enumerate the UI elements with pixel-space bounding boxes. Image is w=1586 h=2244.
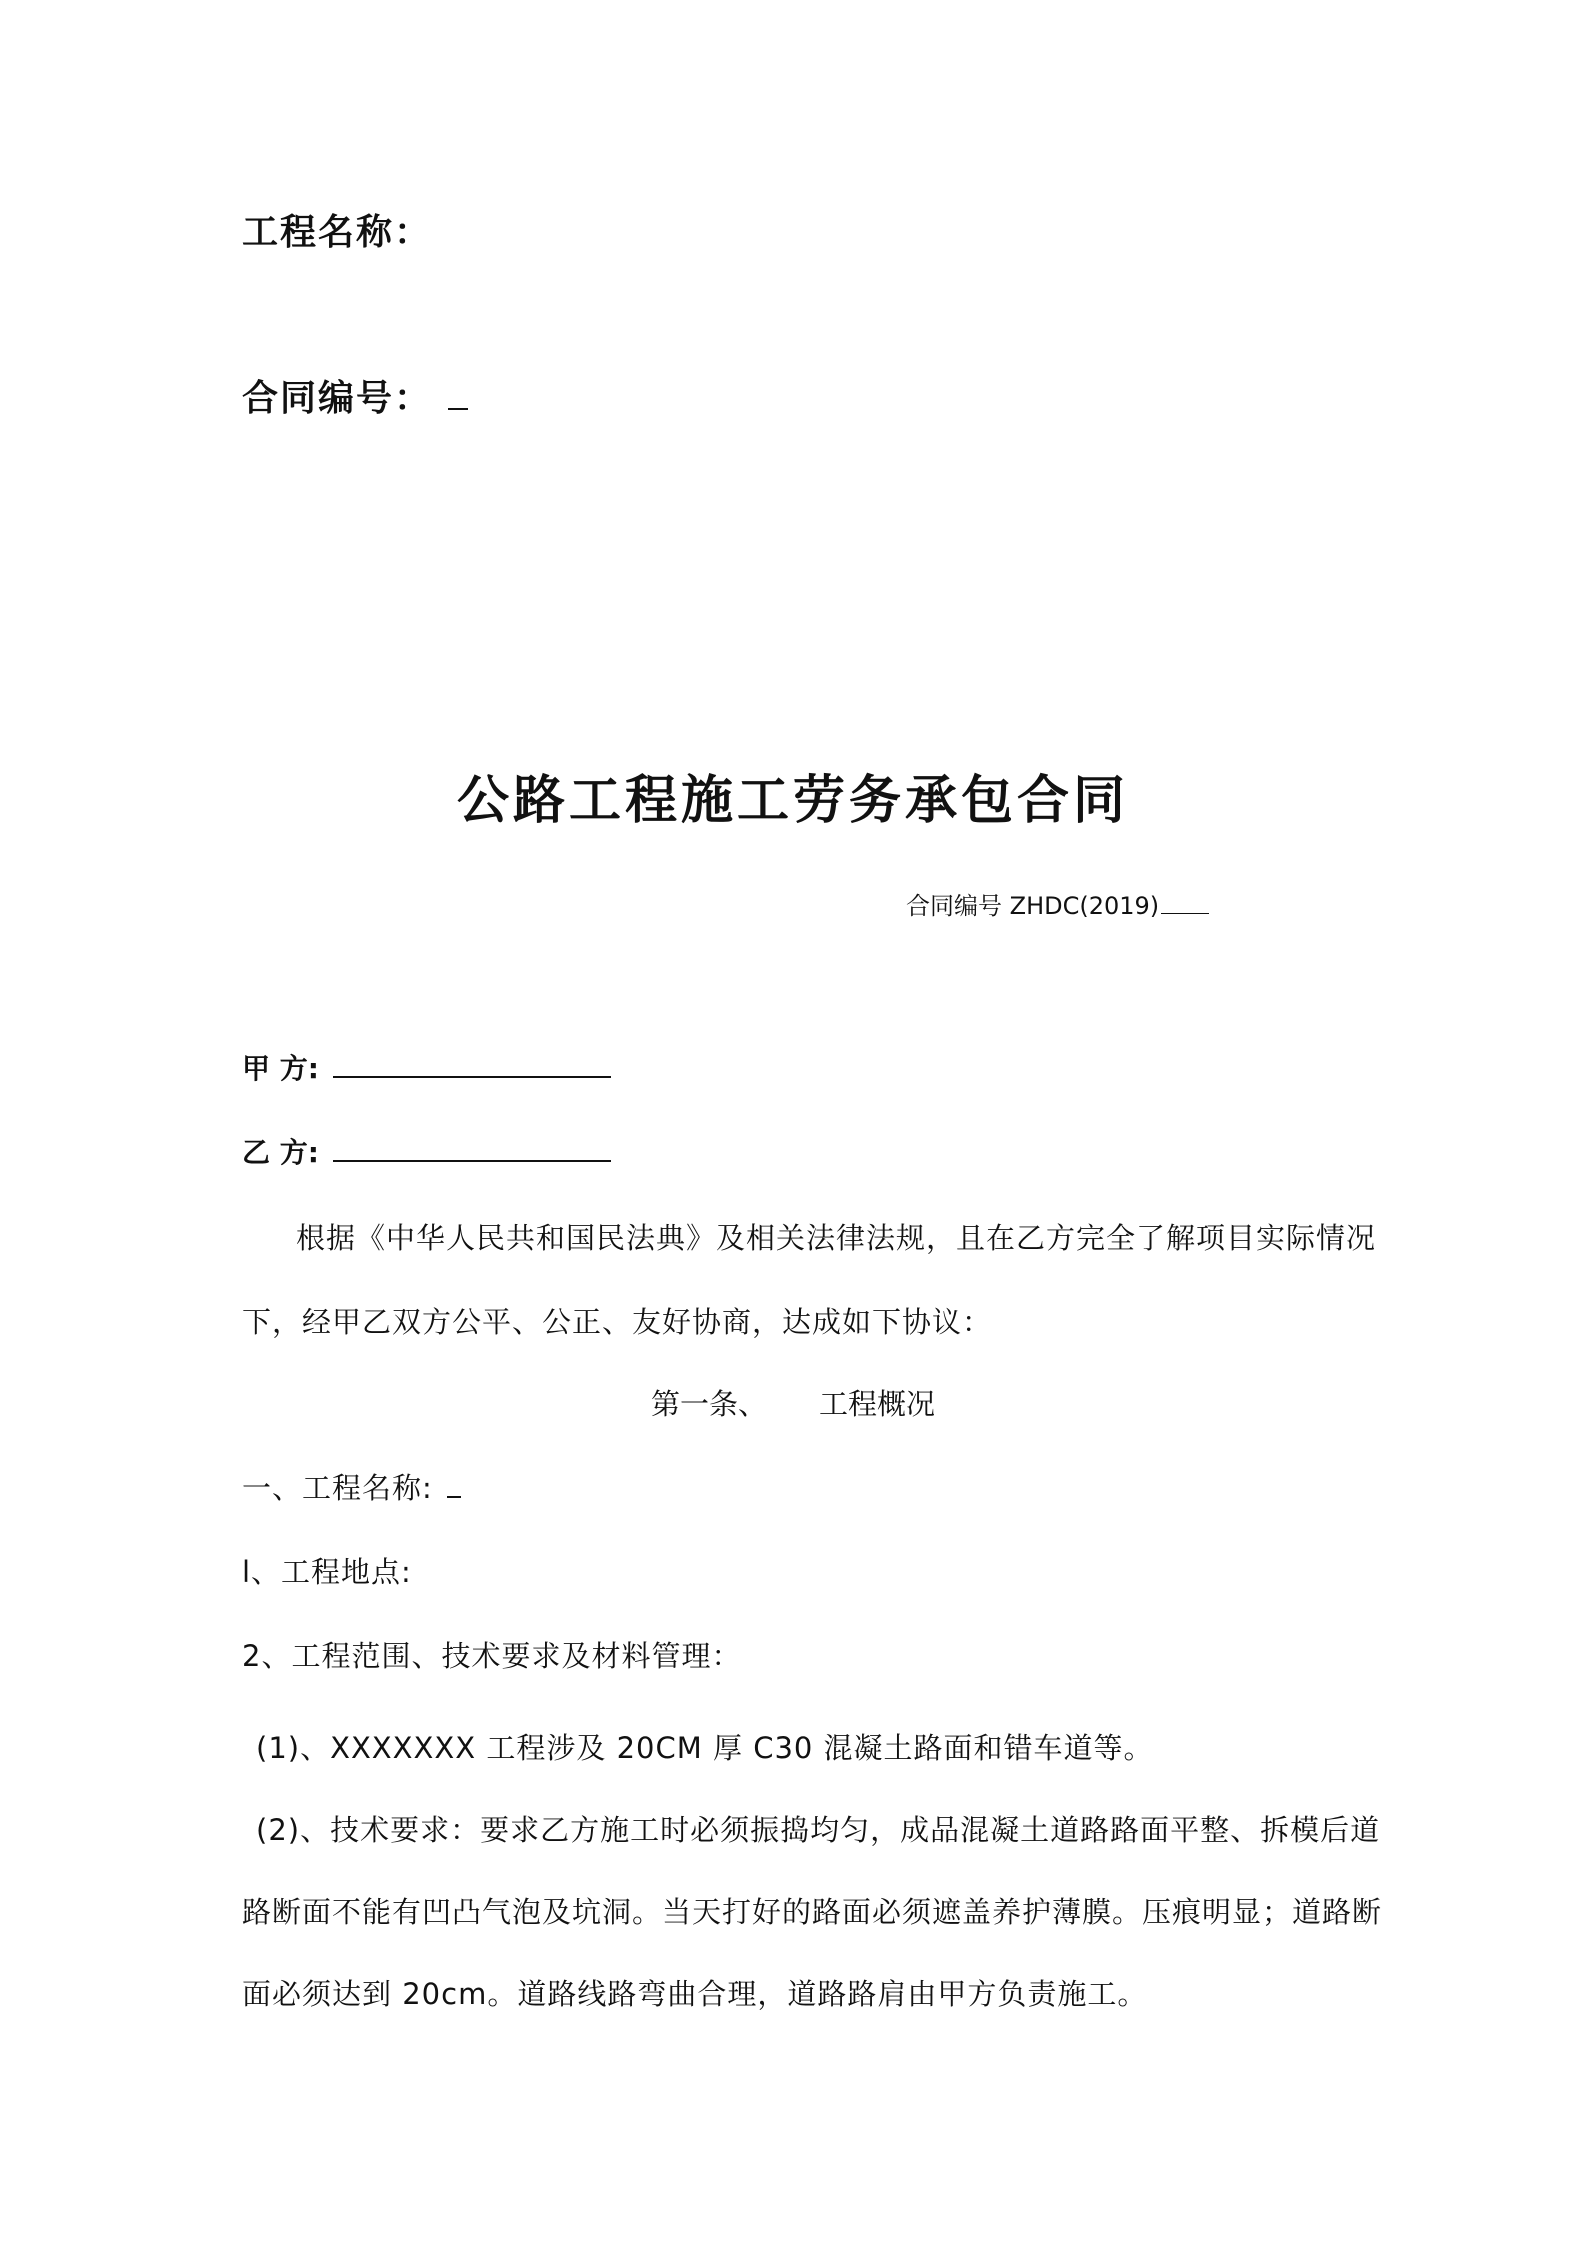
article-1-number: 第一条、	[650, 1387, 767, 1421]
item-project-location: l、工程地点:	[242, 1555, 412, 1589]
cover-contract-no	[242, 370, 468, 421]
party-b-line	[333, 1130, 611, 1162]
party-b-label: 乙 方:	[242, 1136, 319, 1169]
article-1-title: 工程概况	[819, 1387, 936, 1421]
item-sub-1: (1)、XXXXXXX 工程涉及 20CM 厚 C30 混凝土路面和错车道等。	[256, 1731, 1154, 1765]
item-sub-2-line-1: (2)、技术要求：要求乙方施工时必须振捣均匀，成品混凝土道路路面平整、拆模后道	[256, 1813, 1381, 1847]
item-project-name-label: 一、工程名称:	[242, 1471, 433, 1505]
item-sub-2-line-2: 路断面不能有凹凸气泡及坑洞。当天打好的路面必须遮盖养护薄膜。压痕明显；道路断	[242, 1895, 1383, 1929]
intro-line-2: 下，经甲乙双方公平、公正、友好协商，达成如下协议：	[242, 1305, 993, 1339]
cover-project-name	[242, 204, 432, 255]
cover-contract-no-blank	[448, 378, 468, 410]
item-scope: 2、工程范围、技术要求及材料管理：	[242, 1639, 742, 1673]
intro-line-1: 根据《中华人民共和国民法典》及相关法律法规，且在乙方完全了解项目实际情况	[296, 1221, 1377, 1255]
party-a-label: 甲 方:	[242, 1052, 319, 1085]
contract-number-text: 合同编号 ZHDC(2019)	[906, 892, 1160, 920]
party-b	[242, 1130, 611, 1171]
item-sub-2-line-3: 面必须达到 20cm。道路线路弯曲合理，道路路肩由甲方负责施工。	[242, 1977, 1148, 2011]
contract-number	[906, 886, 1209, 921]
party-a-line	[333, 1046, 611, 1078]
item-project-name	[242, 1466, 461, 1507]
contract-number-blank	[1161, 891, 1209, 914]
cover-project-name-label: 工程名称：	[242, 212, 433, 253]
cover-contract-no-label: 合同编号：	[242, 378, 433, 419]
document-title: 公路工程施工劳务承包合同	[456, 771, 1129, 831]
party-a	[242, 1046, 611, 1087]
item-project-name-blank	[447, 1468, 461, 1498]
article-1-heading	[0, 1382, 1586, 1423]
